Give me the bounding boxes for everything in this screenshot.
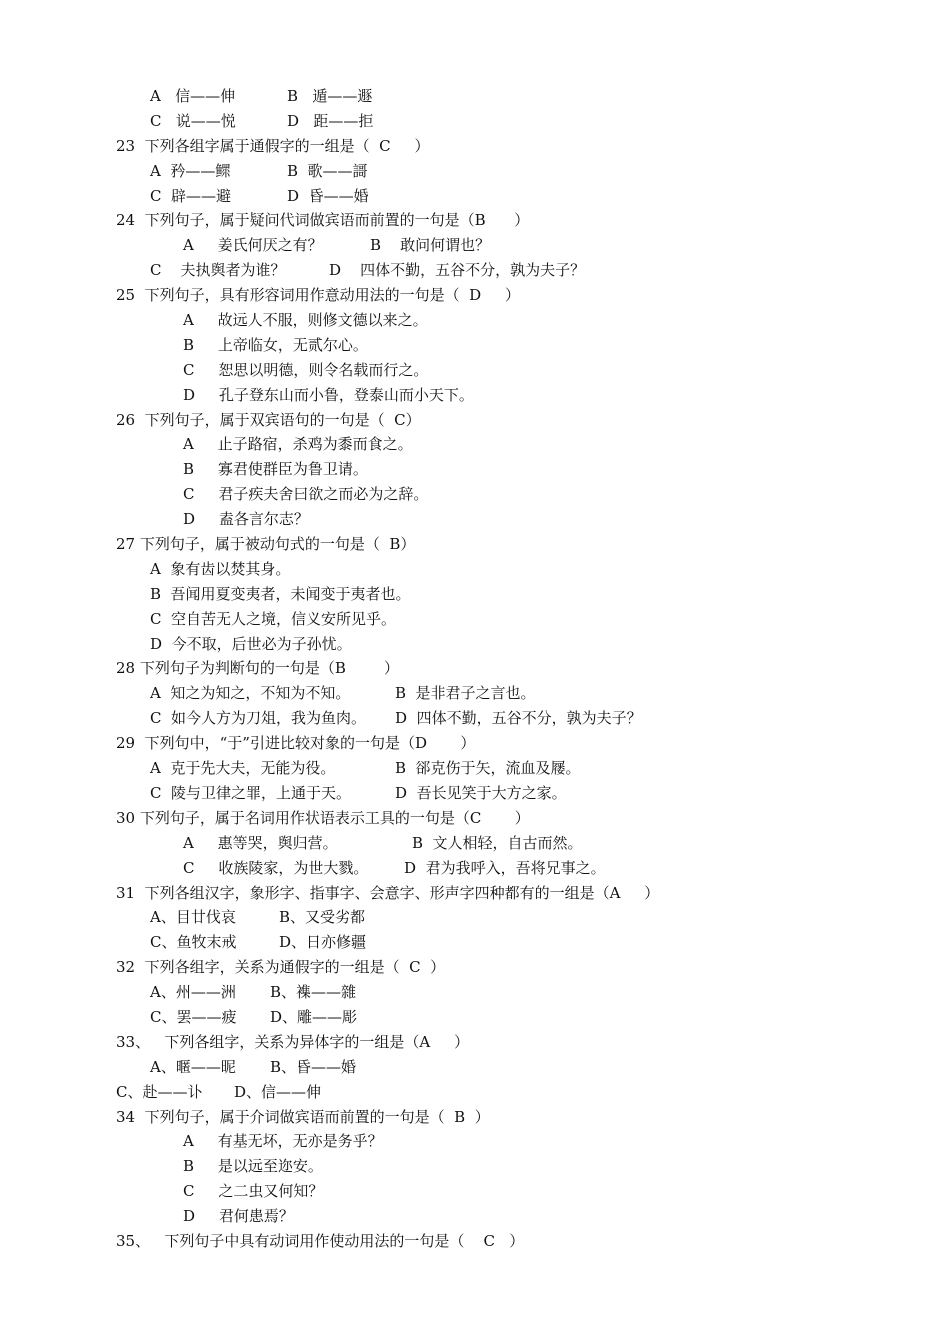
line-text: B 上帝临女，无贰尔心。 — [183, 335, 368, 354]
line-text-col2: D 吾长见笑于大方之家。 — [395, 783, 567, 802]
line-text: B 吾闻用夏变夷者，未闻变于夷者也。 — [150, 584, 411, 603]
text-line — [0, 706, 950, 731]
line-text: 27 下列句子，属于被动句式的一句是（ B） — [116, 535, 416, 554]
line-text: C 陵与卫律之罪，上通于天。 — [150, 783, 352, 802]
line-text-col2: D、日亦修疆 — [279, 933, 367, 952]
line-text: A 故远人不服，则修文德以来之。 — [183, 311, 428, 330]
line-text-col2: D 四体不勤，五谷不分，孰为夫子？ — [395, 709, 642, 728]
text-line — [0, 656, 950, 681]
text-line — [0, 333, 950, 358]
line-text: C 恕思以明德，则令名载而行之。 — [183, 360, 429, 379]
line-text: A、州——洲 — [150, 983, 236, 1002]
line-text: A 克于先大夫，无能为役。 — [150, 759, 336, 778]
line-text-col2: B、襍——雜 — [270, 983, 357, 1002]
text-line — [0, 283, 950, 308]
text-line — [0, 208, 950, 233]
line-text: 25 下列句子，具有形容词用作意动用法的一句是（ D ） — [116, 286, 521, 305]
line-text: A 惠等哭，舆归营。 — [183, 833, 338, 852]
line-text: A 知之为知之，不知为不知。 — [150, 684, 351, 703]
text-line — [0, 856, 950, 881]
text-line — [0, 482, 950, 507]
line-text: D 君何患焉？ — [183, 1207, 294, 1226]
text-line — [0, 432, 950, 457]
line-text: 29 下列句中，“于”引进比较对象的一句是（D ） — [116, 734, 476, 753]
text-line — [0, 1080, 950, 1105]
text-line — [0, 233, 950, 258]
line-text-col2: D 君为我呼入，吾将兄事之。 — [404, 858, 606, 877]
line-text: B 寡君使群臣为鲁卫请。 — [183, 460, 368, 479]
text-line — [0, 731, 950, 756]
line-text: A、暱——昵 — [150, 1057, 236, 1076]
text-line — [0, 358, 950, 383]
line-text: 33、 下列各组字，关系为异体字的一组是（A ） — [116, 1032, 470, 1051]
text-line — [0, 881, 950, 906]
line-text: D 孔子登东山而小鲁，登泰山而小天下。 — [183, 385, 474, 404]
line-text: C 空自苦无人之境，信义安所见乎。 — [150, 609, 397, 628]
line-text: C 之二虫又何知？ — [183, 1182, 324, 1201]
line-text-col2: B、又受劣都 — [279, 908, 366, 927]
document-page — [0, 84, 950, 1254]
text-line — [0, 756, 950, 781]
text-line — [0, 532, 950, 557]
line-text: 30 下列句子，属于名词用作状语表示工具的一句是（C ） — [116, 808, 530, 827]
line-text: 24 下列句子，属于疑问代词做宾语而前置的一句是（B ） — [116, 211, 530, 230]
text-line — [0, 930, 950, 955]
line-text-col2: B 是非君子之言也。 — [395, 684, 536, 703]
line-text: C 辟——避 — [150, 186, 232, 205]
text-line — [0, 1154, 950, 1179]
line-text: C 收族陵家，为世大戮。 — [183, 858, 369, 877]
line-text: C 说——悦 — [150, 111, 236, 130]
text-line — [0, 1204, 950, 1229]
line-text: 35、 下列句子中具有动词用作使动用法的一句是（ C ） — [116, 1231, 525, 1250]
text-line — [0, 1129, 950, 1154]
line-text-col2: D 四体不勤，五谷不分，孰为夫子？ — [329, 261, 586, 280]
line-text: A 有基无坏，无亦是务乎？ — [183, 1132, 383, 1151]
line-text: C 夫执舆者为谁？ — [150, 261, 286, 280]
text-line — [0, 408, 950, 433]
text-line — [0, 308, 950, 333]
line-text: 26 下列句子，属于双宾语句的一句是（ C） — [116, 410, 421, 429]
line-text: A 止子路宿，杀鸡为黍而食之。 — [183, 435, 413, 454]
text-line — [0, 1105, 950, 1130]
line-text: C、赴——讣 — [116, 1082, 203, 1101]
line-text-col2: D 距——拒 — [287, 111, 374, 130]
line-text: C、罢——疲 — [150, 1007, 237, 1026]
line-text: A 姜氏何厌之有？ — [183, 236, 323, 255]
text-line — [0, 457, 950, 482]
line-text-col2: B 遁——遯 — [287, 87, 373, 105]
text-line — [0, 134, 950, 159]
line-text: 28 下列句子为判断句的一句是（B ） — [116, 659, 400, 678]
text-line — [0, 184, 950, 209]
text-line — [0, 84, 950, 109]
text-line — [0, 980, 950, 1005]
text-line — [0, 955, 950, 980]
text-line — [0, 905, 950, 930]
line-text-col2: D、雕——彫 — [270, 1007, 358, 1026]
text-line — [0, 1179, 950, 1204]
line-text: A 矜——鳏 — [150, 161, 231, 180]
line-text: C 君子疾夫舍曰欲之而必为之辞。 — [183, 485, 429, 504]
text-line — [0, 582, 950, 607]
text-line — [0, 681, 950, 706]
text-line — [0, 1005, 950, 1030]
line-text-col2: B 歌——謌 — [287, 161, 368, 180]
text-line — [0, 806, 950, 831]
text-line — [0, 781, 950, 806]
line-text: 31 下列各组汉字，象形字、指事字、会意字、形声字四种都有的一组是（A ） — [116, 883, 660, 902]
line-text: A、目廿伐哀 — [150, 908, 236, 927]
line-text: A 信——伸 — [150, 87, 236, 105]
line-text: D 盍各言尔志？ — [183, 510, 309, 529]
line-text: 23 下列各组字属于通假字的一组是（ C ） — [116, 136, 430, 155]
line-text: C、鱼牧末戒 — [150, 933, 237, 952]
line-text: 34 下列句子，属于介词做宾语而前置的一句是（ B ） — [116, 1107, 490, 1126]
text-line — [0, 607, 950, 632]
line-text: A 象有齿以焚其身。 — [150, 559, 291, 578]
text-line — [0, 1229, 950, 1254]
line-text: D 今不取，后世必为子孙忧。 — [150, 634, 352, 653]
text-line — [0, 383, 950, 408]
text-line — [0, 1055, 950, 1080]
line-text-col2: D、信——伸 — [234, 1082, 322, 1101]
line-text-col2: B 郤克伤于矢，流血及屦。 — [395, 759, 581, 778]
text-line — [0, 258, 950, 283]
text-line — [0, 159, 950, 184]
text-line — [0, 831, 950, 856]
text-line — [0, 557, 950, 582]
line-text: 32 下列各组字，关系为通假字的一组是（ C ） — [116, 958, 446, 977]
line-text-col2: B、昏——婚 — [270, 1057, 357, 1076]
text-line — [0, 632, 950, 657]
line-text: B 是以远至迩安。 — [183, 1157, 323, 1176]
line-text-col2: B 文人相轻，自古而然。 — [412, 833, 583, 852]
line-text-col2: B 敢问何谓也？ — [370, 236, 491, 255]
line-text: C 如今人方为刀俎，我为鱼肉。 — [150, 709, 367, 728]
text-line — [0, 1030, 950, 1055]
line-text-col2: D 昏——婚 — [287, 186, 369, 205]
text-line — [0, 109, 950, 134]
text-line — [0, 507, 950, 532]
